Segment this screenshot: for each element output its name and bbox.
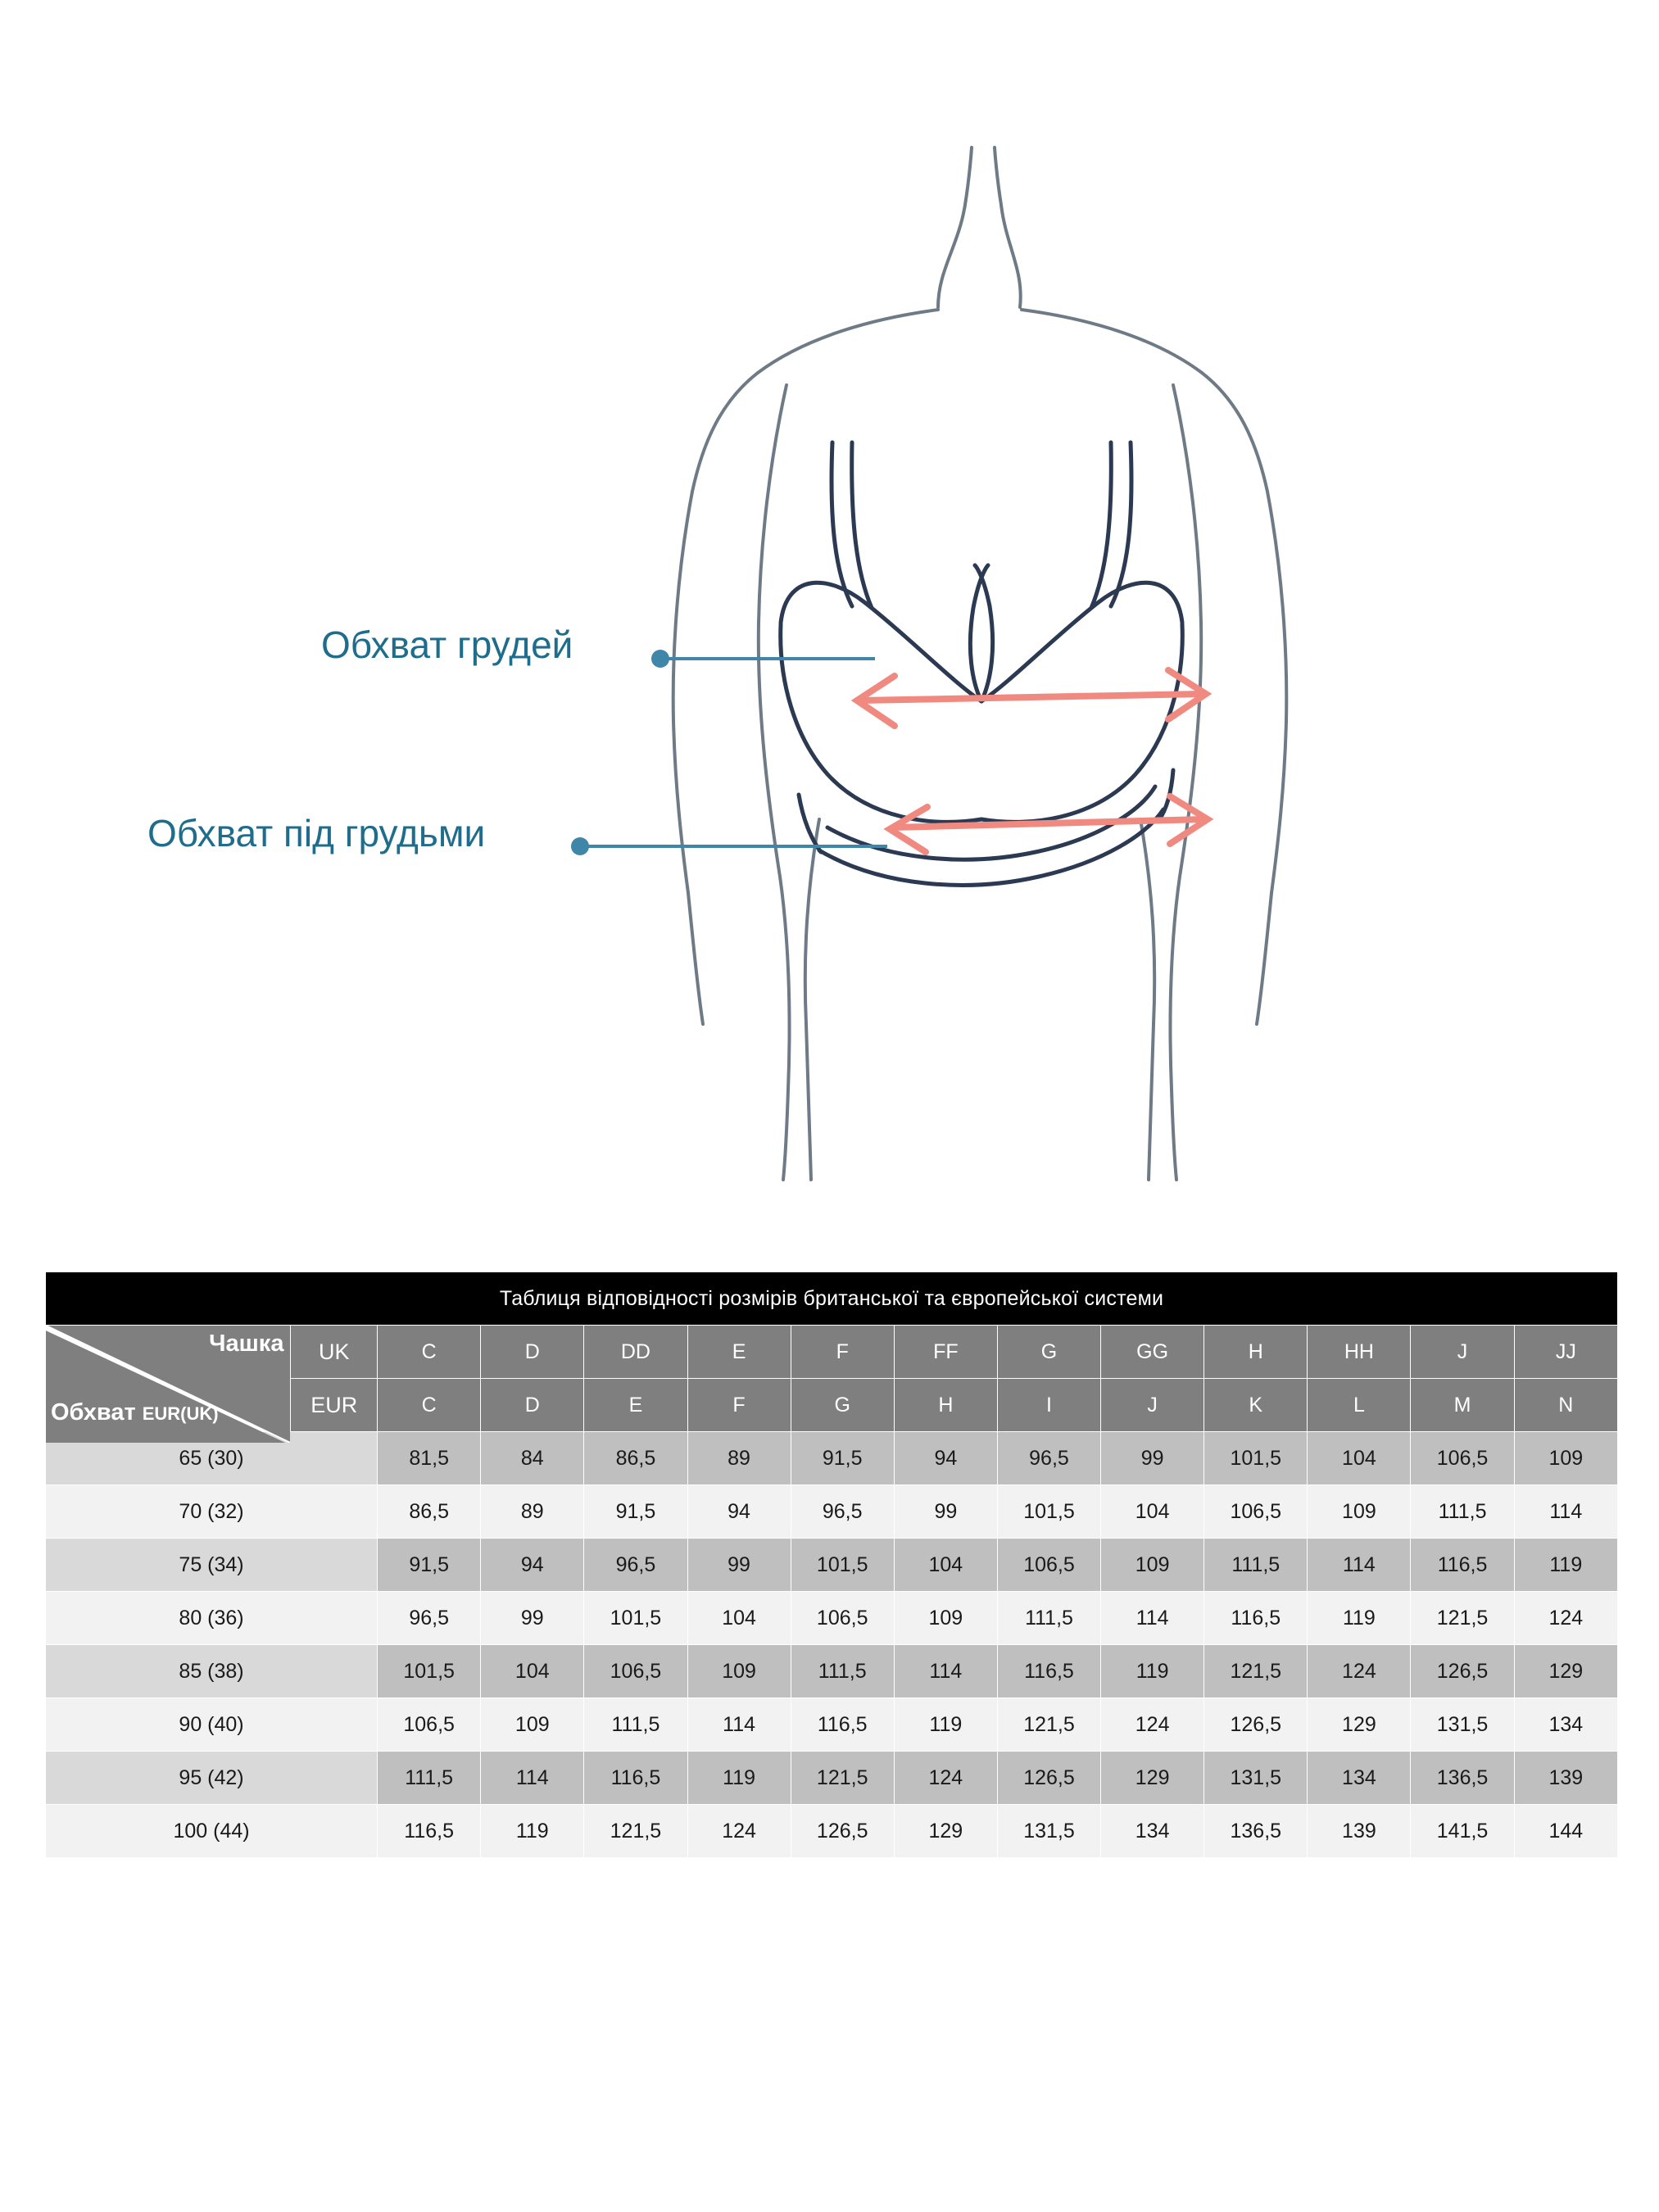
size-value: 109	[894, 1592, 997, 1645]
size-value: 109	[687, 1645, 791, 1698]
size-value: 116,5	[378, 1805, 481, 1858]
size-value: 119	[1101, 1645, 1204, 1698]
size-value: 106,5	[584, 1645, 687, 1698]
size-value: 104	[1308, 1432, 1411, 1485]
size-value: 104	[894, 1539, 997, 1592]
corner-cup-label: Чашка	[209, 1330, 284, 1357]
size-value: 109	[481, 1698, 584, 1752]
cup-header-uk-8: H	[1204, 1326, 1308, 1379]
size-value: 116,5	[791, 1698, 894, 1752]
size-value: 124	[1308, 1645, 1411, 1698]
size-value: 119	[481, 1805, 584, 1858]
size-value: 116,5	[1411, 1539, 1514, 1592]
size-value: 111,5	[378, 1752, 481, 1805]
table-row	[46, 1752, 1618, 1805]
cup-header-uk-0: C	[378, 1326, 481, 1379]
table-row	[46, 1485, 1618, 1539]
size-value: 136,5	[1411, 1752, 1514, 1805]
size-value: 99	[481, 1592, 584, 1645]
size-value: 139	[1514, 1752, 1617, 1805]
size-value: 124	[894, 1752, 997, 1805]
table-row	[46, 1698, 1618, 1752]
system-label-uk: UK	[291, 1326, 378, 1379]
size-value: 126,5	[997, 1752, 1100, 1805]
bust-measure-arrow	[857, 670, 1206, 726]
band-size-label: 85 (38)	[46, 1645, 378, 1698]
size-value: 104	[481, 1645, 584, 1698]
cup-header-eur-1: D	[481, 1379, 584, 1432]
underbust-leader-line	[571, 837, 887, 855]
size-value: 116,5	[584, 1752, 687, 1805]
cup-header-eur-2: E	[584, 1379, 687, 1432]
size-value: 106,5	[791, 1592, 894, 1645]
size-value: 129	[1308, 1698, 1411, 1752]
size-value: 119	[894, 1698, 997, 1752]
bust-measurement-label: Обхват грудей	[321, 623, 573, 666]
size-value: 89	[481, 1485, 584, 1539]
size-value: 106,5	[997, 1539, 1100, 1592]
size-value: 134	[1514, 1698, 1617, 1752]
cup-header-uk-3: E	[687, 1326, 791, 1379]
cup-header-eur-0: C	[378, 1379, 481, 1432]
size-value: 104	[1101, 1485, 1204, 1539]
size-value: 124	[687, 1805, 791, 1858]
size-value: 84	[481, 1432, 584, 1485]
underbust-measurement-label: Обхват під грудьми	[147, 812, 486, 854]
size-value: 81,5	[378, 1432, 481, 1485]
size-value: 116,5	[997, 1645, 1100, 1698]
bust-leader-line	[651, 650, 875, 668]
size-value: 106,5	[1204, 1485, 1308, 1539]
size-value: 121,5	[997, 1698, 1100, 1752]
size-value: 144	[1514, 1805, 1617, 1858]
size-value: 101,5	[997, 1485, 1100, 1539]
cup-header-eur-6: I	[997, 1379, 1100, 1432]
size-value: 119	[1308, 1592, 1411, 1645]
cup-header-eur-11: N	[1514, 1379, 1617, 1432]
system-label-eur: EUR	[291, 1379, 378, 1432]
size-value: 99	[894, 1485, 997, 1539]
cup-header-eur-10: M	[1411, 1379, 1514, 1432]
table-corner-cell	[46, 1326, 291, 1432]
underbust-measure-arrow	[890, 796, 1208, 852]
band-size-label: 75 (34)	[46, 1539, 378, 1592]
band-size-label: 100 (44)	[46, 1805, 378, 1858]
size-value: 116,5	[1204, 1592, 1308, 1645]
size-value: 111,5	[1411, 1485, 1514, 1539]
size-value: 104	[687, 1592, 791, 1645]
size-value: 101,5	[584, 1592, 687, 1645]
size-value: 124	[1101, 1698, 1204, 1752]
size-value: 111,5	[584, 1698, 687, 1752]
size-value: 111,5	[997, 1592, 1100, 1645]
size-value: 114	[687, 1698, 791, 1752]
size-value: 109	[1101, 1539, 1204, 1592]
size-value: 101,5	[378, 1645, 481, 1698]
cup-header-eur-5: H	[894, 1379, 997, 1432]
size-value: 129	[1514, 1645, 1617, 1698]
size-value: 129	[1101, 1752, 1204, 1805]
size-value: 101,5	[1204, 1432, 1308, 1485]
size-value: 121,5	[1411, 1592, 1514, 1645]
cup-header-eur-3: F	[687, 1379, 791, 1432]
size-value: 101,5	[791, 1539, 894, 1592]
size-value: 106,5	[378, 1698, 481, 1752]
size-value: 94	[894, 1432, 997, 1485]
header-row-uk	[46, 1326, 1618, 1379]
band-size-label: 80 (36)	[46, 1592, 378, 1645]
size-value: 134	[1308, 1752, 1411, 1805]
cup-header-uk-7: GG	[1101, 1326, 1204, 1379]
cup-header-eur-4: G	[791, 1379, 894, 1432]
table-row	[46, 1805, 1618, 1858]
cup-header-uk-4: F	[791, 1326, 894, 1379]
size-value: 96,5	[997, 1432, 1100, 1485]
size-value: 106,5	[1411, 1432, 1514, 1485]
size-value: 94	[481, 1539, 584, 1592]
table-title-row	[46, 1272, 1618, 1326]
size-value: 139	[1308, 1805, 1411, 1858]
size-value: 86,5	[584, 1432, 687, 1485]
cup-header-uk-9: HH	[1308, 1326, 1411, 1379]
band-size-label: 95 (42)	[46, 1752, 378, 1805]
cup-header-uk-1: D	[481, 1326, 584, 1379]
size-value: 96,5	[791, 1485, 894, 1539]
cup-header-eur-9: L	[1308, 1379, 1411, 1432]
cup-header-eur-8: K	[1204, 1379, 1308, 1432]
size-value: 131,5	[997, 1805, 1100, 1858]
size-value: 131,5	[1204, 1752, 1308, 1805]
size-value: 109	[1514, 1432, 1617, 1485]
corner-band-label: Обхват EUR(UK)	[51, 1399, 219, 1426]
size-value: 129	[894, 1805, 997, 1858]
size-value: 111,5	[1204, 1539, 1308, 1592]
cup-header-uk-2: DD	[584, 1326, 687, 1379]
size-value: 109	[1308, 1485, 1411, 1539]
size-value: 94	[687, 1485, 791, 1539]
size-value: 121,5	[1204, 1645, 1308, 1698]
size-value: 126,5	[1204, 1698, 1308, 1752]
size-value: 114	[1101, 1592, 1204, 1645]
size-value: 91,5	[791, 1432, 894, 1485]
size-value: 91,5	[584, 1485, 687, 1539]
size-value: 96,5	[378, 1592, 481, 1645]
size-value: 114	[1308, 1539, 1411, 1592]
table-title: Таблиця відповідності розмірів британської та європейської системи	[46, 1272, 1618, 1326]
size-value: 114	[894, 1645, 997, 1698]
size-value: 126,5	[1411, 1645, 1514, 1698]
table-row	[46, 1592, 1618, 1645]
table-row	[46, 1539, 1618, 1592]
band-size-label: 65 (30)	[46, 1432, 378, 1485]
cup-header-eur-7: J	[1101, 1379, 1204, 1432]
cup-header-uk-6: G	[997, 1326, 1100, 1379]
size-value: 126,5	[791, 1805, 894, 1858]
band-size-label: 90 (40)	[46, 1698, 378, 1752]
size-value: 124	[1514, 1592, 1617, 1645]
size-conversion-table	[45, 1271, 1618, 1858]
size-value: 131,5	[1411, 1698, 1514, 1752]
size-value: 96,5	[584, 1539, 687, 1592]
cup-header-uk-11: JJ	[1514, 1326, 1617, 1379]
size-value: 114	[481, 1752, 584, 1805]
cup-header-uk-10: J	[1411, 1326, 1514, 1379]
size-value: 121,5	[791, 1752, 894, 1805]
size-value: 91,5	[378, 1539, 481, 1592]
size-value: 136,5	[1204, 1805, 1308, 1858]
cup-header-uk-5: FF	[894, 1326, 997, 1379]
size-value: 89	[687, 1432, 791, 1485]
size-value: 141,5	[1411, 1805, 1514, 1858]
size-value: 134	[1101, 1805, 1204, 1858]
size-conversion-table-wrapper	[45, 1271, 1618, 1858]
size-value: 99	[1101, 1432, 1204, 1485]
size-value: 119	[1514, 1539, 1617, 1592]
body-outline	[673, 147, 1287, 1180]
band-size-label: 70 (32)	[46, 1485, 378, 1539]
size-value: 99	[687, 1539, 791, 1592]
size-value: 119	[687, 1752, 791, 1805]
size-value: 114	[1514, 1485, 1617, 1539]
size-value: 111,5	[791, 1645, 894, 1698]
size-value: 121,5	[584, 1805, 687, 1858]
table-row	[46, 1645, 1618, 1698]
size-value: 86,5	[378, 1485, 481, 1539]
